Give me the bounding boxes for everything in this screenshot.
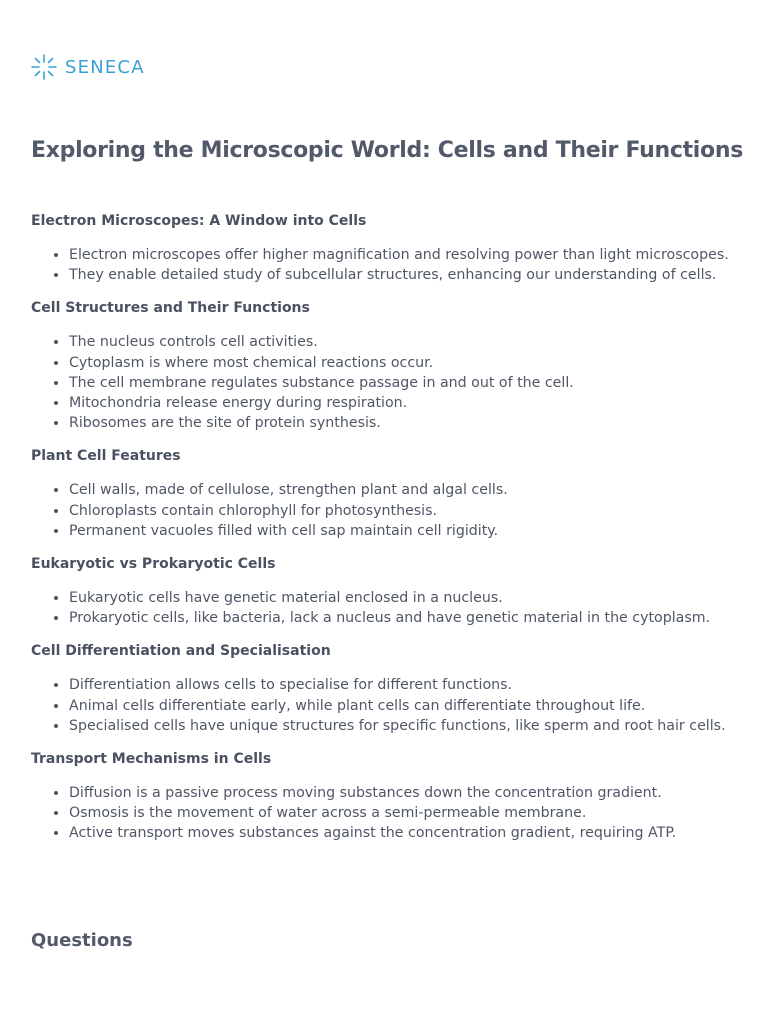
bullet-item: • Mitochondria release energy during respiration. [69, 393, 741, 413]
bullet-item: • Diffusion is a passive process moving substances down the concentration gradient. [69, 783, 741, 803]
bullet-item: • Cytoplasm is where most chemical reactions occur. [69, 353, 741, 373]
bullet-item: • Eukaryotic cells have genetic material enclosed in a nucleus. [69, 588, 741, 608]
bullet-list [31, 245, 741, 285]
section-heading: Electron Microscopes: A Window into Cells [31, 213, 367, 229]
bullet-item: • Permanent vacuoles filled with cell sap maintain cell rigidity. [69, 521, 741, 541]
bullet-item: • Specialised cells have unique structures for specific functions, like sperm and root hair cells. [69, 716, 741, 736]
bullet-item: • Cell walls, made of cellulose, strengthen plant and algal cells. [69, 480, 741, 500]
brand-name: SENECA [65, 56, 145, 78]
bullet-item: • They enable detailed study of subcellular structures, enhancing our understanding of cells. [69, 265, 741, 285]
bullet-list [31, 783, 741, 844]
section-heading: Transport Mechanisms in Cells [31, 751, 272, 768]
bullet-item: • Animal cells differentiate early, while plant cells can differentiate throughout life. [69, 696, 741, 716]
bullet-list [31, 480, 741, 541]
bullet-item: • Differentiation allows cells to specialise for different functions. [69, 675, 741, 695]
section-heading: Cell Structures and Their Functions [31, 300, 310, 317]
bullet-item: • The cell membrane regulates substance passage in and out of the cell. [69, 373, 741, 393]
bullet-item: • Osmosis is the movement of water across a semi-permeable membrane. [69, 803, 741, 823]
page-title: Exploring the Microscopic World: Cells and Their Functions [31, 138, 743, 163]
section-heading: Cell Differentiation and Specialisation [31, 643, 331, 660]
bullet-list [31, 332, 741, 433]
seneca-logo [31, 54, 145, 80]
bullet-item: • Active transport moves substances against the concentration gradient, requiring ATP. [69, 823, 741, 843]
notes-content [31, 211, 741, 857]
bullet-item: • Electron microscopes offer higher magnification and resolving power than light microscopes. [69, 245, 741, 265]
bullet-item: • The nucleus controls cell activities. [69, 332, 741, 352]
bullet-list [31, 675, 741, 736]
bullet-item: • Ribosomes are the site of protein synthesis. [69, 413, 741, 433]
bullet-item: • Prokaryotic cells, like bacteria, lack a nucleus and have genetic material in the cytoplasm. [69, 608, 741, 628]
bullet-list [31, 588, 741, 628]
bullet-item: • Chloroplasts contain chlorophyll for photosynthesis. [69, 501, 741, 521]
section-heading: Plant Cell Features [31, 448, 181, 465]
section-heading: Eukaryotic vs Prokaryotic Cells [31, 556, 276, 573]
seneca-star-icon [31, 54, 57, 80]
questions-heading: Questions [31, 930, 133, 951]
